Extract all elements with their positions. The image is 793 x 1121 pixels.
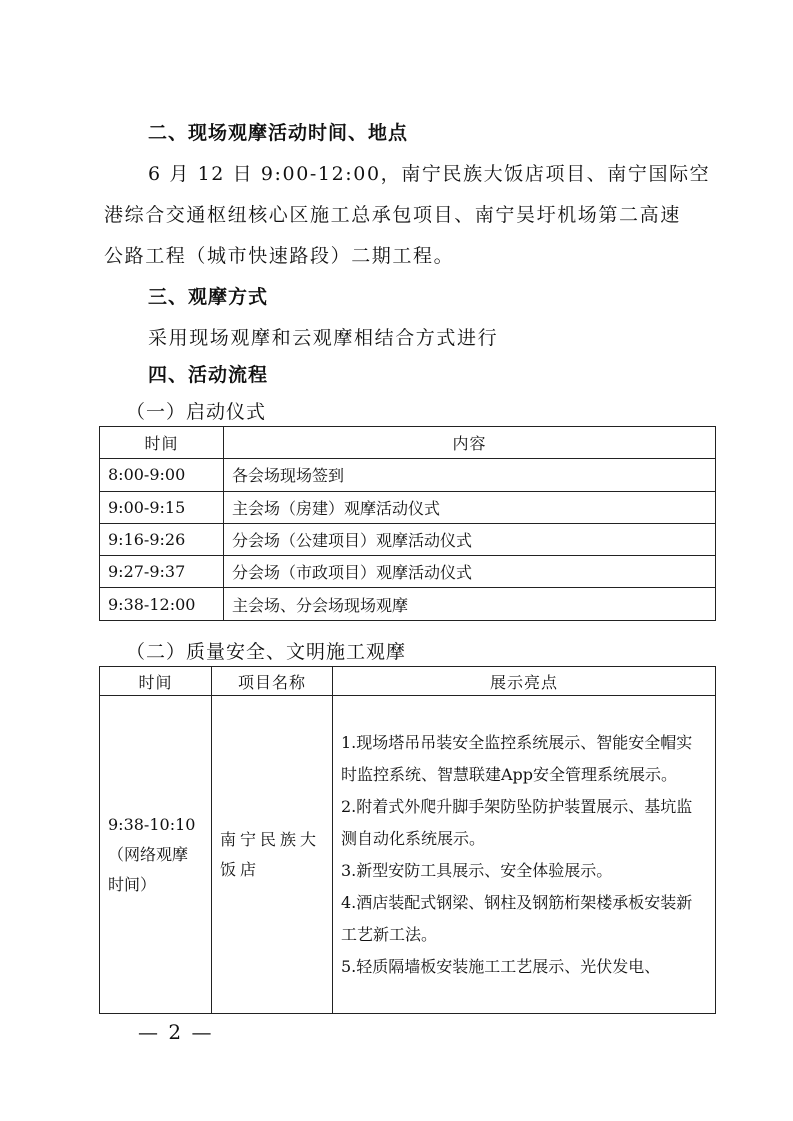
time-cell: 9:38-12:00 (100, 588, 224, 620)
column-header-time: 时间 (100, 427, 224, 459)
column-header-content: 内容 (224, 427, 716, 459)
table-row (100, 556, 716, 588)
table-row (100, 588, 716, 620)
observation-table (99, 666, 716, 1014)
highlight-item: 3.新型安防工具展示、安全体验展示。 (341, 860, 613, 880)
time-cell: 9:16-9:26 (100, 523, 224, 555)
subsection-heading-quality-safety: （二）质量安全、文明施工观摩 (126, 641, 407, 663)
table-row (100, 696, 716, 1014)
content-cell: 各会场现场签到 (224, 459, 716, 491)
page-number: — 2 — (138, 1020, 214, 1044)
time-cell: 9:27-9:37 (100, 556, 224, 588)
content-cell: 主会场（房建）观摩活动仪式 (224, 491, 716, 523)
highlight-item: 2.附着式外爬升脚手架防坠防护装置展示、基坑监测自动化系统展示。 (341, 796, 693, 848)
paragraph-line: 6 月 12 日 9:00-12:00，南宁民族大饭店项目、南宁国际空 (148, 163, 711, 185)
highlight-item: 4.酒店装配式钢梁、钢柱及钢筋桁架楼承板安装新工艺新工法。 (341, 892, 693, 944)
column-header-time: 时间 (100, 667, 212, 696)
highlights-cell (333, 696, 716, 1014)
time-cell: 8:00-9:00 (100, 459, 224, 491)
section-heading-process: 四、活动流程 (148, 364, 269, 386)
time-cell: 9:00-9:15 (100, 491, 224, 523)
highlight-item: 1.现场塔吊吊装安全监控系统展示、智能安全帽实时监控系统、智慧联建App安全管理系统展示。 (341, 732, 693, 784)
paragraph-line: 公路工程（城市快速路段）二期工程。 (104, 245, 455, 267)
column-header-project: 项目名称 (212, 667, 333, 696)
table-header-row (100, 427, 716, 459)
ceremony-schedule-table (99, 426, 716, 621)
subsection-heading-ceremony: （一）启动仪式 (126, 401, 267, 423)
table-row (100, 459, 716, 491)
content-cell: 分会场（公建项目）观摩活动仪式 (224, 523, 716, 555)
section-heading-time-place: 二、现场观摩活动时间、地点 (148, 122, 409, 144)
paragraph-line: 港综合交通枢纽核心区施工总承包项目、南宁吴圩机场第二高速 (104, 204, 681, 226)
content-cell: 主会场、分会场现场观摩 (224, 588, 716, 620)
paragraph-line: 采用现场观摩和云观摩相结合方式进行 (148, 327, 499, 349)
time-cell: 9:38-10:10（网络观摩时间） (100, 696, 212, 1014)
highlight-item: 5.轻质隔墙板安装施工工艺展示、光伏发电、 (341, 956, 661, 976)
table-header-row (100, 667, 716, 696)
column-header-highlights: 展示亮点 (333, 667, 716, 696)
section-heading-method: 三、观摩方式 (148, 286, 269, 308)
project-name-cell: 南宁民族大饭店 (212, 696, 333, 1014)
table-row (100, 523, 716, 555)
table-row (100, 491, 716, 523)
content-cell: 分会场（市政项目）观摩活动仪式 (224, 556, 716, 588)
